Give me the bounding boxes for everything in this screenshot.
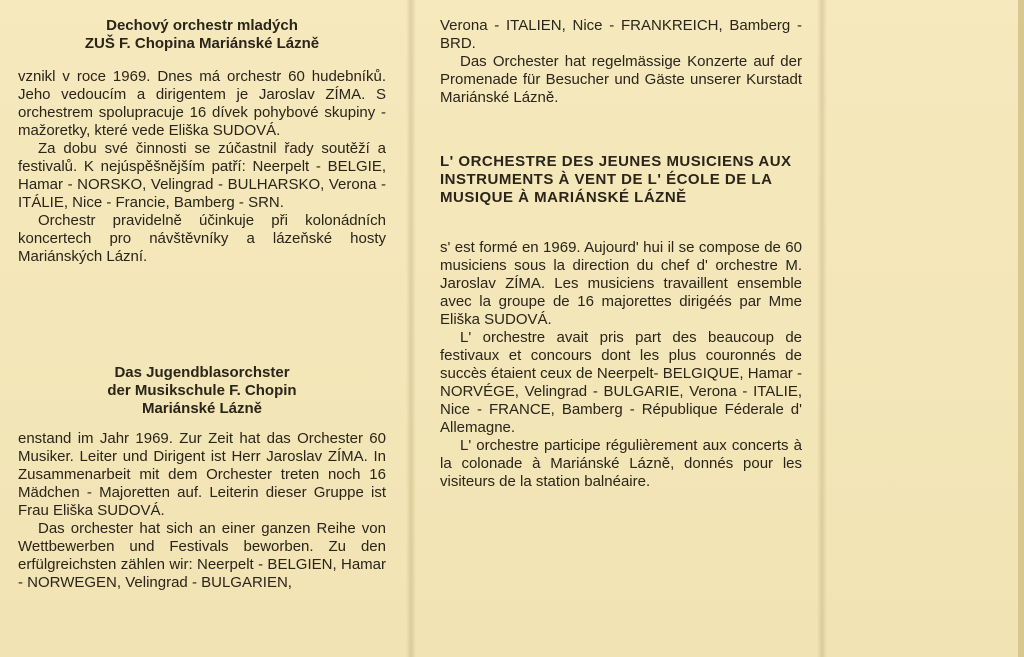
german-title-line2: der Musikschule F. Chopin [107, 382, 297, 399]
french-paragraph-3: L' orchestre participe régulièrement aux concerts à la colonade à Mariánské Lázně, donnés pour les visiteurs de la station balnéaire. [440, 437, 802, 490]
fold-line [817, 0, 827, 657]
czech-title-line2: ZUŠ F. Chopina Mariánské Lázně [84, 35, 320, 52]
czech-body [18, 68, 386, 266]
german-paragraph-2-continued: Verona - ITALIEN, Nice - FRANKREICH, Bamberg - BRD. [440, 17, 802, 52]
czech-paragraph-1: vznikl v roce 1969. Dnes má orchestr 60 hudebníků. Jeho vedoucím a dirigentem je Jaroslav ZÍMA. S orchestrem spolupracuje 16 dívek pohybové skupiny - mažoretky, které vede Eliška SUDOVÁ. [18, 68, 386, 139]
fold-line [406, 0, 416, 657]
german-paragraph-3: Das Orchester hat regelmässige Konzerte auf der Promenade für Besucher und Gäste unserer Kurstadt Mariánské Lázně. [440, 53, 802, 106]
sheet-edge [1018, 0, 1024, 657]
czech-paragraph-2: Za dobu své činnosti se zúčastnil řady soutěží a festivalů. K nejúspěšnějším patří: Neerpelt - BELGIE, Hamar - NORSKO, Velingrad - BULHARSKO, Verona - ITÁLIE, Nice - Francie, Bamberg - SRN. [18, 140, 386, 211]
german-title-line3: Mariánské Lázně [141, 400, 263, 417]
french-section [440, 153, 802, 207]
french-body [440, 239, 802, 491]
czech-title-line1: Dechový orchestr mladých [106, 17, 298, 34]
czech-paragraph-3: Orchestr pravidelně účinkuje při kolonádních koncertech pro návštěvníky a lázeňské hosty Mariánských Lázní. [18, 212, 386, 265]
french-paragraph-1: s' est formé en 1969. Aujourd' hui il se compose de 60 musiciens sous la direction du chef d' orchestre M. Jaroslav ZÍMA. Les musiciens travaillent ensemble avec la groupe de 16 majorettes dirigéés par Mme Eliška SUDOVÁ. [440, 239, 802, 328]
german-continuation [440, 17, 802, 107]
german-section [18, 364, 386, 418]
german-title-line1: Das Jugendblasorchster [114, 364, 290, 381]
french-title: L' ORCHESTRE DES JEUNES MUSICIENS AUX INSTRUMENTS À VENT DE L' ÉCOLE DE LA MUSIQUE À MARIÁNSKÉ LÁZNĚ [440, 153, 792, 206]
german-body [18, 430, 386, 592]
german-paragraph-2: Das orchester hat sich an einer ganzen Reihe von Wettbewerben und Festivals beworben. Zu den erfülgreichsten zählen wir: Neerpelt - BELGIEN, Hamar - NORWEGEN, Velingrad - BULGARIEN, [18, 520, 386, 591]
german-paragraph-1: enstand im Jahr 1969. Zur Zeit hat das Orchester 60 Musiker. Leiter und Dirigent ist Herr Jaroslav ZÍMA. In Zusammenarbeit mit dem Orchester treten noch 16 Mädchen - Majoretten auf. Leiterin dieser Gruppe ist Frau Eliška SUDOVÁ. [18, 430, 386, 519]
french-paragraph-2: L' orchestre avait pris part des beaucoup de festivaux et concours dont les plus couronnés de succès étaient ceux de Neerpelt- BELGIQUE, Hamar - NORVÉGE, Velingrad - BULGARIE, Verona - ITALIE, Nice - FRANCE, Bamberg - République Féderale d' Allemagne. [440, 329, 802, 436]
czech-section [18, 17, 386, 53]
